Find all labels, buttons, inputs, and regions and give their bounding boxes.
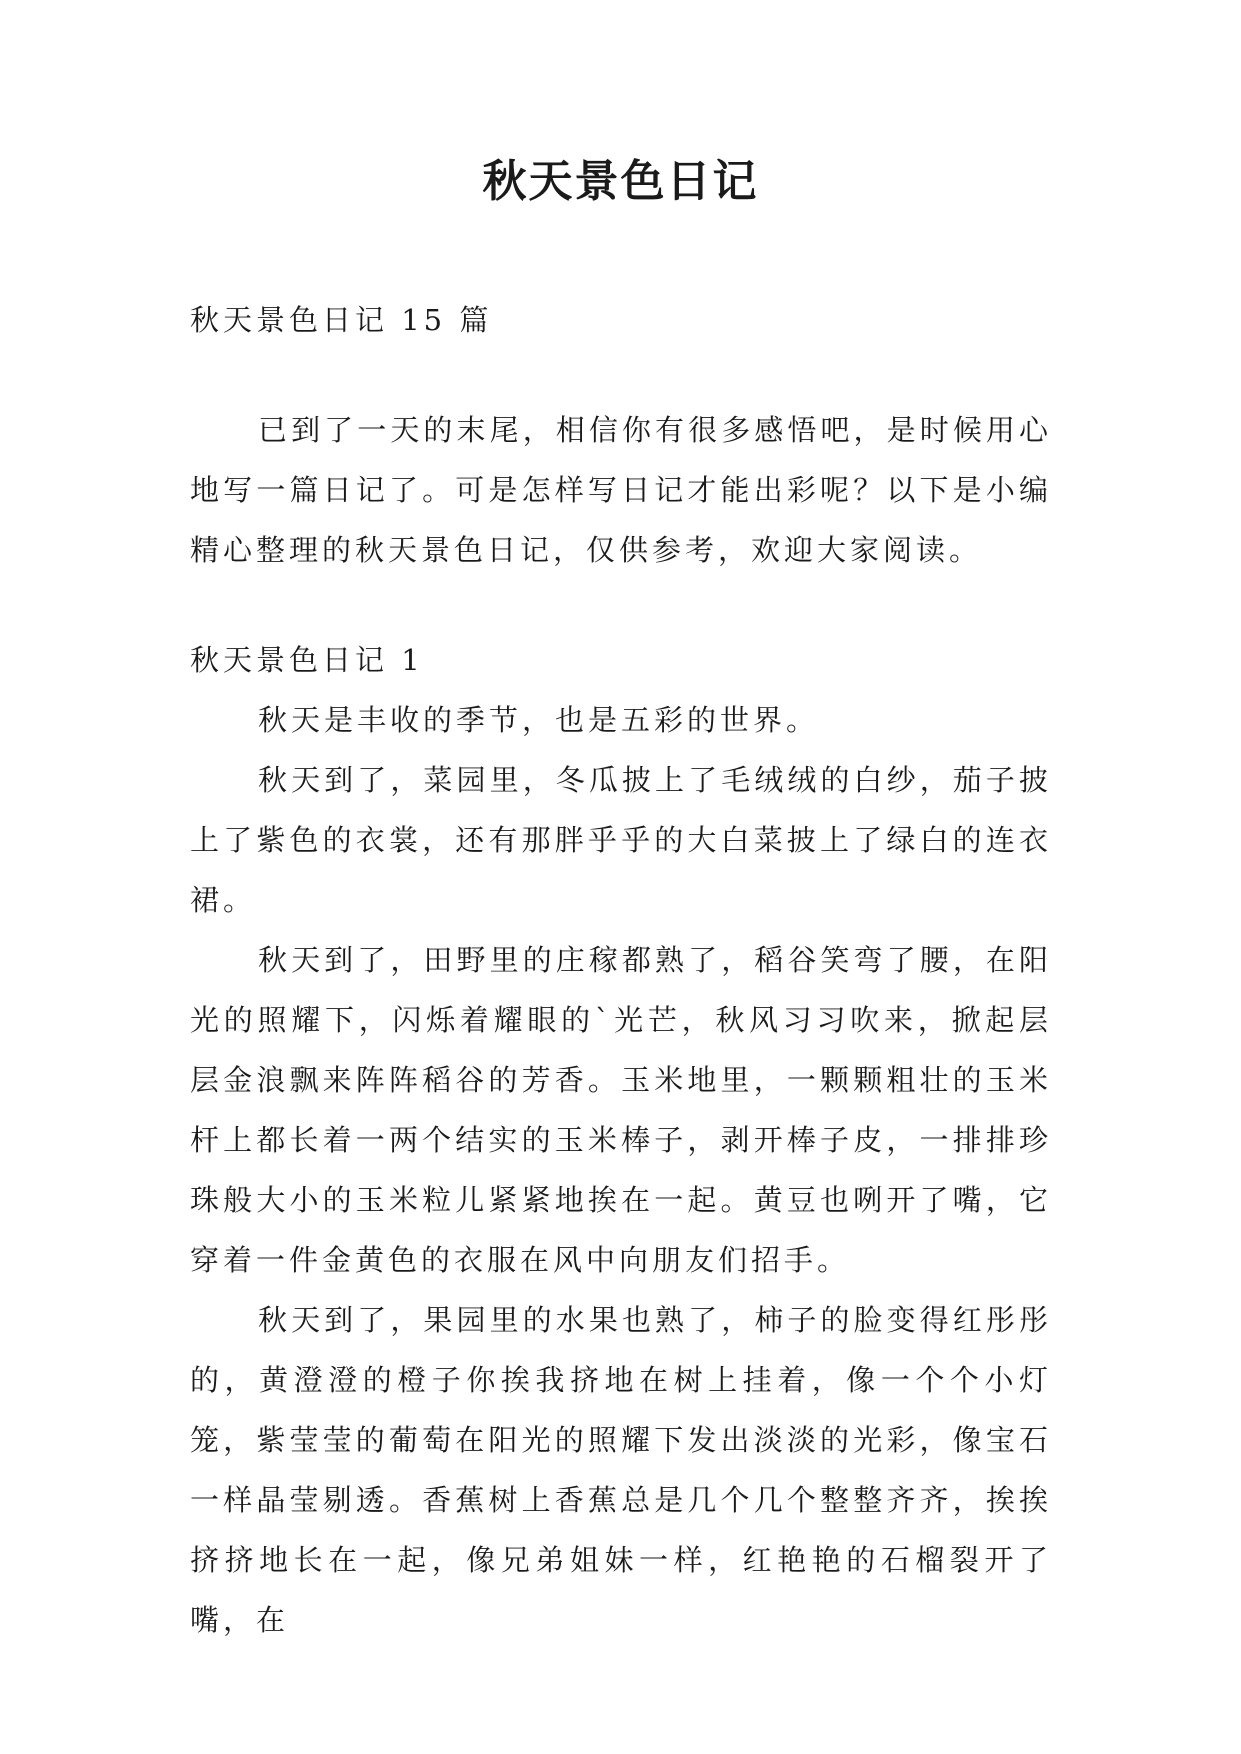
entry-paragraph: 秋天是丰收的季节，也是五彩的世界。 (258, 703, 820, 737)
document-subtitle: 秋天景色日记 15 篇 (190, 303, 493, 337)
intro-paragraph: 已到了一天的末尾，相信你有很多感悟吧，是时候用心地写一篇日记了。可是怎样写日记才能出彩呢？以下是小编精心整理的秋天景色日记，仅供参考，欢迎大家阅读。 (190, 413, 1052, 567)
entry-paragraph: 秋天到了，田野里的庄稼都熟了，稻谷笑弯了腰，在阳光的照耀下，闪烁着耀眼的`光芒，秋风习习吹来，掀起层层金浪飘来阵阵稻谷的芳香。玉米地里，一颗颗粗壮的玉米杆上都长着一两个结实的玉米棒子，剥开棒子皮，一排排珍珠般大小的玉米粒儿紧紧地挨在一起。黄豆也咧开了嘴，它穿着一件金黄色的衣服在风中向朋友们招手。 (190, 943, 1052, 1277)
entry-heading: 秋天景色日记 1 (190, 643, 424, 677)
entry-paragraph: 秋天到了，果园里的水果也熟了，柿子的脸变得红彤彤的，黄澄澄的橙子你挨我挤地在树上挂着，像一个个小灯笼，紫莹莹的葡萄在阳光的照耀下发出淡淡的光彩，像宝石一样晶莹剔透。香蕉树上香蕉总是几个几个整整齐齐，挨挨挤挤地长在一起，像兄弟姐妹一样，红艳艳的石榴裂开了嘴，在 (190, 1303, 1052, 1637)
document-title: 秋天景色日记 (482, 156, 759, 207)
entry-paragraph: 秋天到了，菜园里，冬瓜披上了毛绒绒的白纱，茄子披上了紫色的衣裳，还有那胖乎乎的大白菜披上了绿白的连衣裙。 (190, 763, 1052, 917)
diary-entry (190, 630, 1052, 1650)
